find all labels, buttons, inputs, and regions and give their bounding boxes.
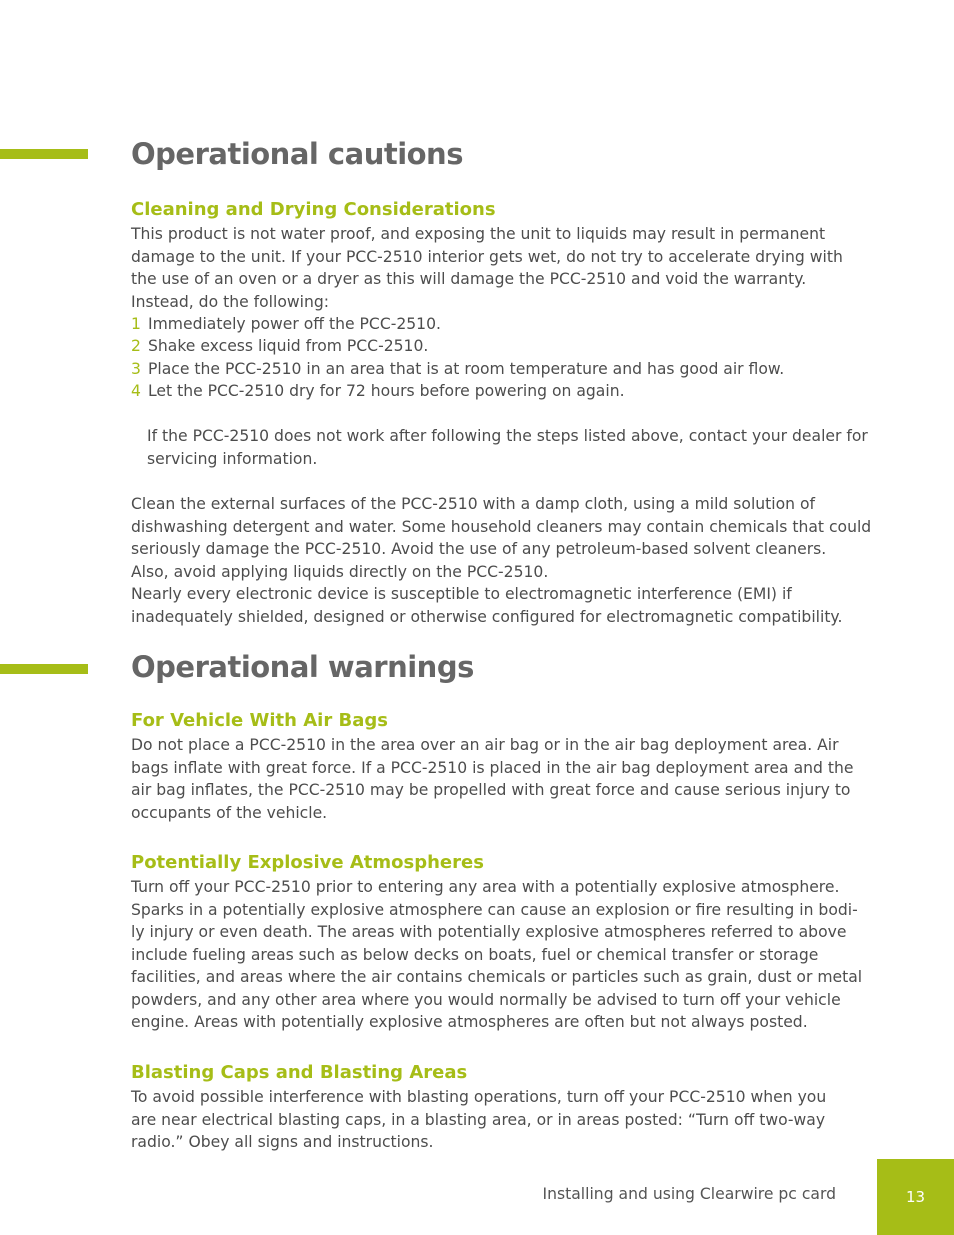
text-line: occupants of the vehicle. (131, 803, 328, 822)
footer-title: Installing and using Clearwire pc card (542, 1185, 836, 1203)
text-line: engine. Areas with potentially explosive atmospheres are often but not always posted. (131, 1013, 808, 1031)
text-line: This product is not water proof, and exposing the unit to liquids may result in permanent (131, 225, 826, 243)
paragraph-blasting (131, 1086, 826, 1154)
text-line: Turn off your PCC-2510 prior to entering any area with a potentially explosive atmosphere. (131, 878, 840, 896)
step-text: Place the PCC-2510 in an area that is at room temperature and has good air flow. (148, 359, 785, 378)
list-item (131, 335, 784, 357)
list-item (131, 358, 784, 380)
text-line: damage to the unit. If your PCC-2510 interior gets wet, do not try to accelerate drying with (131, 247, 843, 266)
list-item (131, 313, 784, 335)
text-line: ly injury or even death. The areas with potentially explosive atmospheres referred to above (131, 923, 847, 941)
text-line: facilities, and areas where the air contains chemicals or particles such as grain, dust or metal (131, 968, 863, 986)
paragraph-air-bags (131, 734, 853, 824)
step-text: Let the PCC-2510 dry for 72 hours before powering on again. (148, 382, 625, 401)
subheading-blasting: Blasting Caps and Blasting Areas (131, 1062, 468, 1083)
subheading-cleaning: Cleaning and Drying Considerations (131, 199, 496, 220)
step-text: Immediately power off the PCC-2510. (148, 315, 441, 333)
text-line: Instead, do the following: (131, 292, 329, 311)
section-title-cautions: Operational cautions (131, 137, 463, 171)
text-line: Nearly every electronic device is susceptible to electromagnetic interference (EMI) if (131, 585, 792, 603)
paragraph-explosive-atmospheres (131, 876, 862, 1034)
text-line: dishwashing detergent and water. Some household cleaners may contain chemicals that could (131, 517, 872, 536)
text-line: Clean the external surfaces of the PCC-2510 with a damp cloth, using a mild solution of (131, 495, 816, 513)
text-line: include fueling areas such as below decks on boats, fuel or chemical transfer or storage (131, 945, 819, 964)
text-line: are near electrical blasting caps, in a blasting area, or in areas posted: “Turn off two-way (131, 1110, 826, 1129)
paragraph-external-cleaning (131, 493, 871, 628)
text-line: air bag inflates, the PCC-2510 may be propelled with great force and cause serious injury to (131, 781, 851, 799)
step-number: 4 (131, 382, 141, 401)
step-number: 2 (131, 337, 141, 356)
text-line: Also, avoid applying liquids directly on the PCC-2510. (131, 562, 549, 581)
text-line: Do not place a PCC-2510 in the area over an air bag or in the air bag deployment area. Air (131, 736, 839, 754)
paragraph-cleaning-intro (131, 223, 843, 313)
step-text: Shake excess liquid from PCC-2510. (148, 337, 429, 356)
text-line: servicing information. (147, 449, 318, 468)
text-line: To avoid possible interference with blasting operations, turn off your PCC-2510 when you (131, 1088, 827, 1106)
text-line: Sparks in a potentially explosive atmosphere can cause an explosion or fire resulting in bodi- (131, 900, 858, 919)
page-number-badge (877, 1159, 954, 1235)
text-line: powders, and any other area where you would normally be advised to turn off your vehicle (131, 990, 841, 1009)
text-line: the use of an oven or a dryer as this will damage the PCC-2510 and void the warranty. (131, 270, 807, 288)
step-number: 3 (131, 359, 141, 378)
section-accent-bar (0, 664, 88, 674)
subheading-explosive-atmospheres: Potentially Explosive Atmospheres (131, 852, 484, 873)
text-line: seriously damage the PCC-2510. Avoid the use of any petroleum-based solvent cleaners. (131, 540, 827, 558)
step-number: 1 (131, 315, 141, 333)
drying-steps-list (131, 313, 784, 403)
section-accent-bar (0, 149, 88, 159)
section-title-warnings: Operational warnings (131, 650, 474, 684)
text-line: inadequately shielded, designed or otherwise configured for electromagnetic compatibility. (131, 607, 843, 626)
text-line: radio.” Obey all signs and instructions. (131, 1133, 434, 1151)
page-number: 13 (905, 1188, 926, 1206)
text-line: bags inflate with great force. If a PCC-2510 is placed in the air bag deployment area and the (131, 758, 854, 777)
text-line: If the PCC-2510 does not work after following the steps listed above, contact your dealer for (147, 427, 868, 445)
paragraph-service-note (147, 425, 868, 470)
subheading-air-bags: For Vehicle With Air Bags (131, 710, 388, 731)
list-item (131, 380, 784, 402)
